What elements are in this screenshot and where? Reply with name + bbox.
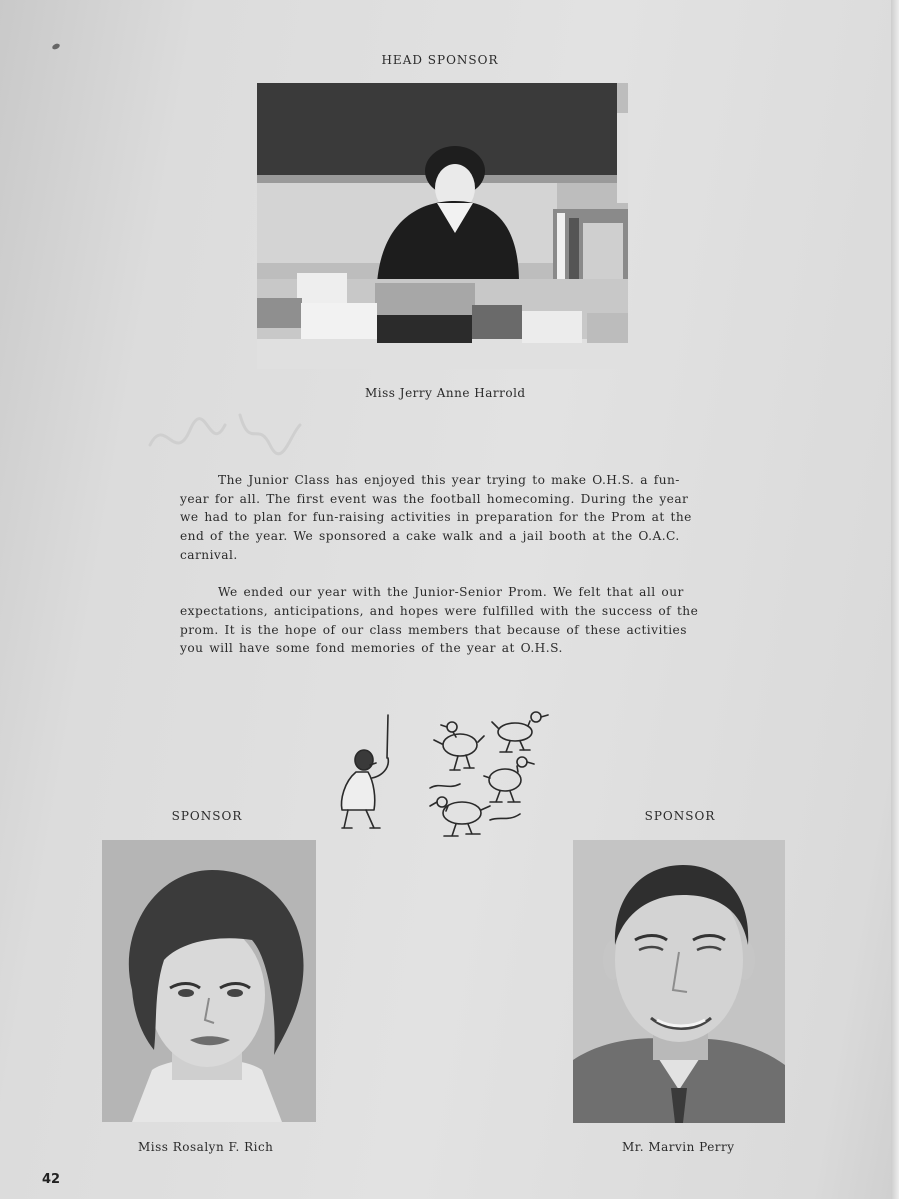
- conductor-and-ducks-illustration: [330, 710, 560, 845]
- class-message: [180, 471, 705, 658]
- sponsor-photo-perry: [573, 840, 785, 1123]
- head-sponsor-label: HEAD SPONSOR: [381, 53, 499, 67]
- sponsor-photo-rich: [102, 840, 316, 1122]
- sponsor-label-right: SPONSOR: [644, 809, 716, 823]
- head-sponsor-photo: [257, 83, 628, 369]
- sponsor-label-left: SPONSOR: [171, 809, 243, 823]
- paragraph: The Junior Class has enjoyed this year trying to make O.H.S. a fun-year for all. The first event was the football homecoming. During the year we had to plan for fun-raising activities in preparation for the Prom at the end of the year. We sponsored a cake walk and a jail booth at the O.A.C. carnival.: [180, 473, 692, 562]
- head-sponsor-name: Miss Jerry Anne Harrold: [365, 386, 526, 400]
- sponsor-name-rich: Miss Rosalyn F. Rich: [138, 1140, 274, 1154]
- paragraph: We ended our year with the Junior-Senior Prom. We felt that all our expectations, anticipations, and hopes were fulfilled with the success of the prom. It is the hope of our class members that because of these activities you will have some fond memories of the year at O.H.S.: [180, 585, 699, 656]
- page-number: 42: [42, 1172, 61, 1187]
- sponsor-name-perry: Mr. Marvin Perry: [622, 1140, 735, 1154]
- page-edge: [891, 0, 899, 1199]
- bleed-through-signature: [140, 395, 310, 475]
- ink-speck: [51, 43, 60, 51]
